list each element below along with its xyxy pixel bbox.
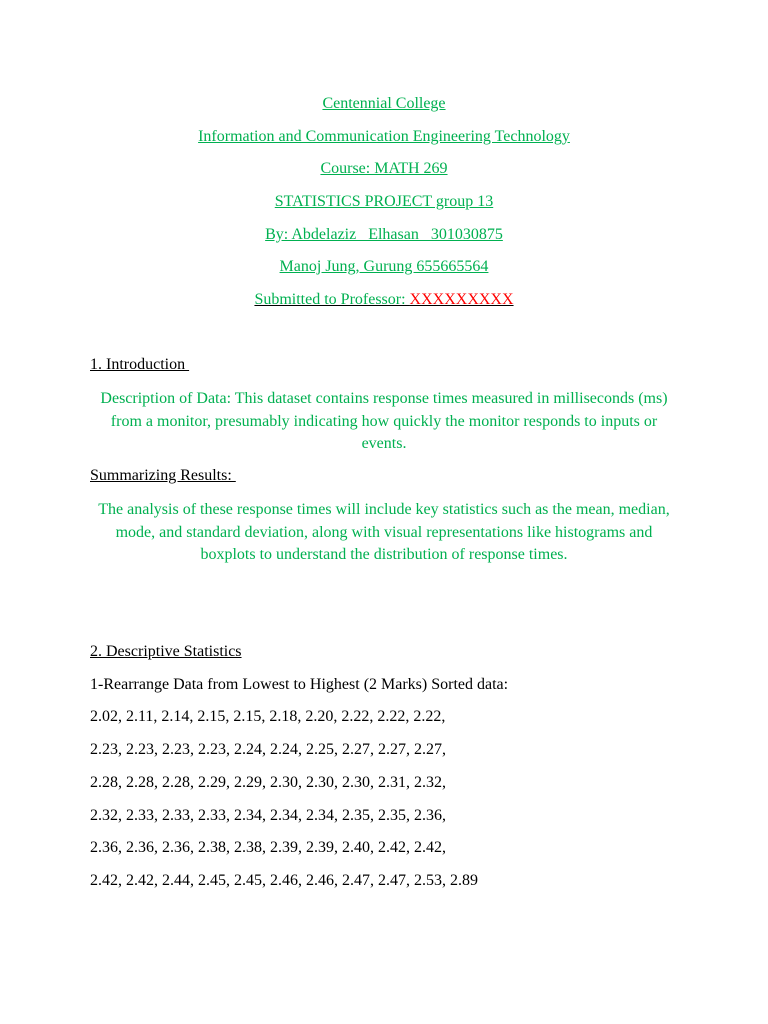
- member-line: Manoj Jung, Gurung 655665564: [279, 258, 489, 275]
- college-title: Centennial College: [322, 95, 446, 112]
- data-description: Description of Data: This dataset contains response times measured in milliseconds (ms) from a monitor, presumably indicating how quickly the monitor responds to inputs or events.: [100, 390, 668, 452]
- submitted-line: [0, 290, 768, 310]
- task-line: 1-Rearrange Data from Lowest to Highest (2 Marks) Sorted data:: [90, 676, 509, 693]
- professor-name: XXXXXXXXX: [409, 291, 514, 308]
- program-title: Information and Communication Engineering Technology: [198, 128, 570, 145]
- sorted-data-row: 2.28, 2.28, 2.28, 2.29, 2.29, 2.30, 2.30, 2.30, 2.31, 2.32,: [90, 774, 446, 791]
- summary-text: The analysis of these response times will include key statistics such as the mean, median, mode, and standard deviation, along with visual representations like histograms and boxplots to understand the distribution of response times.: [98, 501, 670, 563]
- introduction-heading: 1. Introduction: [90, 356, 190, 373]
- summary-heading: Summarizing Results:: [90, 467, 236, 484]
- sorted-data-row: 2.32, 2.33, 2.33, 2.33, 2.34, 2.34, 2.34, 2.35, 2.35, 2.36,: [90, 807, 446, 824]
- descriptive-heading: 2. Descriptive Statistics: [90, 643, 242, 660]
- author-line: By: Abdelaziz Elhasan 301030875: [265, 226, 503, 243]
- submitted-label: Submitted to Professor:: [254, 291, 410, 308]
- sorted-data-row: 2.02, 2.11, 2.14, 2.15, 2.15, 2.18, 2.20, 2.22, 2.22, 2.22,: [90, 708, 446, 725]
- sorted-data-row: 2.36, 2.36, 2.36, 2.38, 2.38, 2.39, 2.39, 2.40, 2.42, 2.42,: [90, 839, 446, 856]
- sorted-data-row: 2.42, 2.42, 2.44, 2.45, 2.45, 2.46, 2.46, 2.47, 2.47, 2.53, 2.89: [90, 872, 478, 889]
- course-title: Course: MATH 269: [320, 160, 448, 177]
- sorted-data-row: 2.23, 2.23, 2.23, 2.23, 2.24, 2.24, 2.25, 2.27, 2.27, 2.27,: [90, 741, 446, 758]
- project-title: STATISTICS PROJECT group 13: [274, 193, 494, 210]
